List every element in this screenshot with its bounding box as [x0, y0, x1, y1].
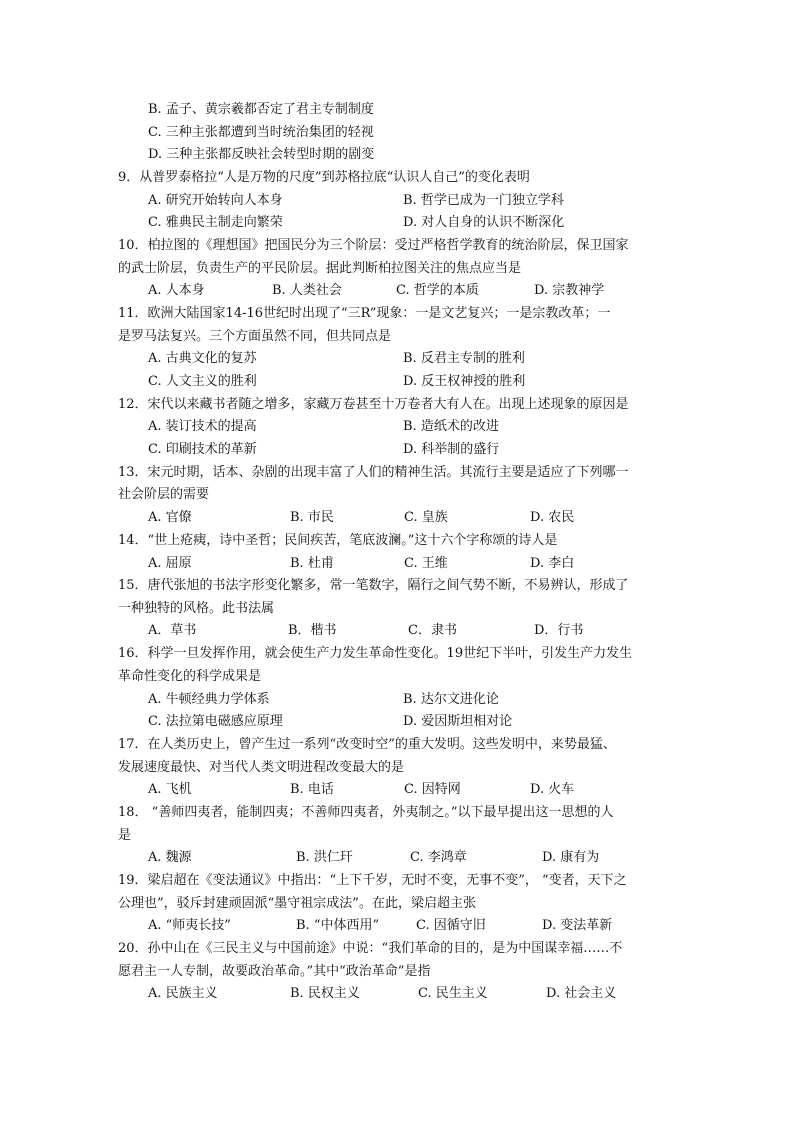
answer-option: C. 印刷技术的革新 — [148, 442, 257, 457]
text-line: 公理也”，驳斥封建顽固派“墨守祖宗成法”。在此，梁启超主张 — [118, 896, 476, 911]
answer-option: A. 研究开始转向人本身 — [148, 193, 283, 208]
answer-option: B. 达尔文进化论 — [403, 692, 499, 707]
answer-option: A. 魏源 — [148, 850, 192, 865]
answer-option: B. 杜甫 — [290, 556, 334, 571]
text-line: 19．梁启超在《变法通议》中指出：“上下千岁，无时不变，无事不变”， “变者，天下之 — [118, 873, 627, 888]
text-line: 18． “善师四夷者，能制四夷；不善师四夷者，外夷制之。”以下最早提出这一思想的人 — [118, 805, 614, 820]
answer-option: C. 哲学的本质 — [396, 283, 479, 298]
answer-option: C. 李鸿章 — [410, 850, 467, 865]
text-line: 的武士阶层，负责生产的平民阶层。据此判断柏拉图关注的焦点应当是 — [118, 261, 522, 276]
answer-option: B. 造纸术的改进 — [403, 419, 499, 434]
answer-option: A. 飞机 — [148, 782, 192, 797]
text-line: 15．唐代张旭的书法字形变化繁多，常一笔数字，隔行之间气势不断，不易辨认，形成了 — [118, 578, 629, 593]
text-line: 12．宋代以来藏书者随之增多，家藏万卷甚至十万卷者大有人在。出现上述现象的原因是 — [118, 397, 629, 412]
text-line: 13．宋元时期，话本、杂剧的出现丰富了人们的精神生活。其流行主要是适应了下列哪一 — [118, 465, 629, 480]
answer-option: B. 人类社会 — [272, 283, 342, 298]
answer-option: B. 洪仁玕 — [296, 850, 353, 865]
answer-option: D. 农民 — [530, 510, 575, 525]
answer-option: A. “师夷长技” — [148, 918, 231, 933]
answer-option: D. 社会主义 — [546, 986, 617, 1001]
text-line: 9．从普罗泰格拉“人是万物的尺度”到苏格拉底“认识人自己”的变化表明 — [118, 170, 530, 185]
text-line: B. 孟子、黄宗羲都否定了君主专制制度 — [148, 102, 374, 117]
answer-option: D. 科举制的盛行 — [403, 442, 500, 457]
text-line: 20．孙中山在《三民主义与中国前途》中说：“我们革命的目的，是为中国谋幸福……不 — [118, 941, 623, 956]
answer-option: C. 雅典民主制走向繁荣 — [148, 215, 283, 230]
text-line: 10．柏拉图的《理想国》把国民分为三个阶层：受过严格哲学教育的统治阶层，保卫国家 — [118, 238, 629, 253]
answer-option: C. 王维 — [404, 556, 448, 571]
answer-option: A．草书 — [148, 623, 197, 638]
text-line: C. 三种主张都遭到当时统治集团的轻视 — [148, 125, 374, 140]
answer-option: D. 对人自身的认识不断深化 — [403, 215, 565, 230]
text-line: 14．“世上疮痍，诗中圣哲；民间疾苦，笔底波澜。”这十六个字称颂的诗人是 — [118, 533, 558, 548]
answer-option: C. 因特网 — [404, 782, 461, 797]
answer-option: A. 民族主义 — [148, 986, 218, 1001]
answer-option: B. 民权主义 — [290, 986, 360, 1001]
answer-option: C. 人文主义的胜利 — [148, 374, 257, 389]
answer-option: D. 反王权神授的胜利 — [403, 374, 526, 389]
text-line: 17．在人类历史上，曾产生过一系列“改变时空”的重大发明。这些发明中，来势最猛、 — [118, 737, 616, 752]
answer-option: D. 康有为 — [542, 850, 600, 865]
text-line: 发展速度最快、对当代人类文明进程改变最大的是 — [118, 760, 405, 775]
text-line: 社会阶层的需要 — [118, 487, 210, 502]
answer-option: A. 屈原 — [148, 556, 192, 571]
text-line: 是 — [118, 828, 132, 843]
text-line: 一种独特的风格。此书法属 — [118, 601, 275, 616]
answer-option: B. 电话 — [290, 782, 334, 797]
answer-option: C. 法拉第电磁感应原理 — [148, 714, 283, 729]
text-line: 16．科学一旦发挥作用，就会使生产力发生革命性变化。19世纪下半叶，引发生产力发生 — [118, 646, 633, 661]
answer-option: D．行书 — [534, 623, 584, 638]
answer-option: D. 宗教神学 — [534, 283, 605, 298]
text-line: D. 三种主张都反映社会转型时期的剧变 — [148, 147, 375, 162]
answer-option: B. 市民 — [290, 510, 334, 525]
answer-option: B. “中体西用” — [296, 918, 380, 933]
answer-option: B．楷书 — [288, 623, 337, 638]
text-line: 愿君主一人专制，故要政治革命。”其中“政治革命”是指 — [118, 964, 431, 979]
answer-option: A. 牛顿经典力学体系 — [148, 692, 270, 707]
answer-option: C. 因循守旧 — [416, 918, 486, 933]
answer-option: D. 爱因斯坦相对论 — [403, 714, 513, 729]
answer-option: A. 古典文化的复苏 — [148, 351, 257, 366]
text-line: 革命性变化的科学成果是 — [118, 669, 262, 684]
answer-option: A. 人本身 — [148, 283, 205, 298]
text-line: 是罗马法复兴。三个方面虽然不同，但共同点是 — [118, 329, 392, 344]
answer-option: A. 官僚 — [148, 510, 192, 525]
text-line: 11．欧洲大陆国家14-16世纪时出现了“三R”现象：一是文艺复兴；一是宗教改革；一 — [118, 306, 611, 321]
answer-option: B. 反君主专制的胜利 — [403, 351, 525, 366]
answer-option: A. 装订技术的提高 — [148, 419, 257, 434]
answer-option: D. 火车 — [530, 782, 575, 797]
answer-option: C. 皇族 — [404, 510, 448, 525]
answer-option: B. 哲学已成为一门独立学科 — [403, 193, 564, 208]
answer-option: D. 变法革新 — [542, 918, 613, 933]
answer-option: C. 民生主义 — [418, 986, 488, 1001]
answer-option: D. 李白 — [530, 556, 575, 571]
answer-option: C．隶书 — [408, 623, 457, 638]
